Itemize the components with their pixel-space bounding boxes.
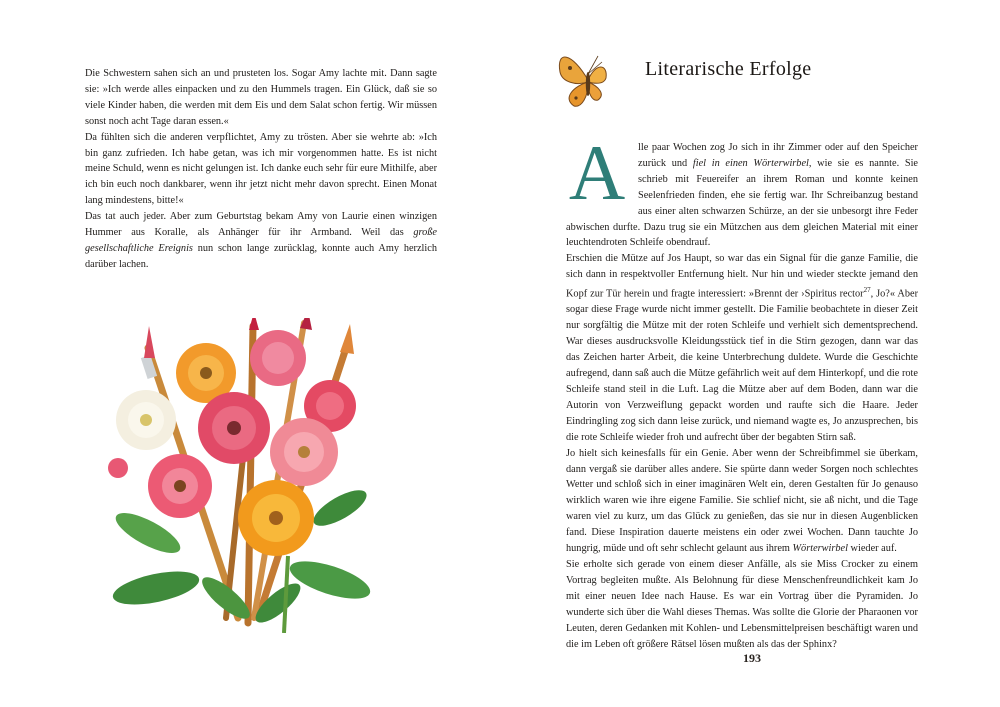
paragraph bbox=[85, 209, 437, 273]
emphasis: Wörterwirbel bbox=[792, 543, 848, 555]
text-run: wieder auf. bbox=[847, 543, 897, 555]
paragraph: Sie erholte sich gerade von einem dieser Anfälle, als sie Miss Crocker zu einem Vortrag begleiten mußte. Als Belohnung für diese Menschenfreundlichkeit kam Jo mit einer neuen Idee nach Hause. Es war ein Vortrag über die Pyramiden. Jo wunderte sich über die Wahl dieses Themas. Was sollte die Glorie der Pharaonen vor Leuten, deren Gedanken mit Kohlen- und Lebensmittelpreisen beschäftigt waren und die im Leben oft größere Rätsel lösen mußten als das der Sphinx? bbox=[566, 558, 918, 650]
emphasis: große gesellschaftliche Ereignis bbox=[85, 227, 437, 254]
page-number: 193 bbox=[743, 651, 761, 665]
paragraph bbox=[566, 251, 918, 445]
text-run: nun schon lange zurücklag, konnte auch Amy herzlich darüber lachen. bbox=[85, 242, 437, 270]
text-run: , wie sie es nannte. Sie schrieb mit Feuereifer an ihrem Roman und konnte keinen Seelenfrieden finden, ehe sie fertig war. Ihr Schreibanzug bestand aus einer alten schwarzen Schürze, an der sie unbesorgt ihre Feder abwischen durfte. Dazu trug sie ein Mützchen aus dem gleichen Material mit einer leuchtendroten Schleife obendrauf. bbox=[566, 157, 918, 249]
chapter-title: Literarische Erfolge bbox=[645, 58, 812, 80]
text-run: lle paar Wochen zog Jo sich in ihr Zimmer oder auf den Speicher zurück und bbox=[638, 142, 918, 169]
butterfly-illustration bbox=[552, 42, 624, 112]
paragraph bbox=[566, 446, 918, 557]
zinnia-bouquet-illustration bbox=[108, 318, 378, 633]
footnote-marker: 27 bbox=[863, 286, 871, 295]
text-run: Jo hielt sich keinesfalls für ein Genie. Aber wenn der Schreibfimmel sie überkam, dann vergaß sie darüber alles andere. Sie spürte dann weder Sorgen noch schlechtes Wetter und schloß sich in einer imaginären Welt ein, deren Gestalten für Jo genauso wirklich waren wie ihre eigene Familie. Sie schlief nicht, sie aß nicht, und die Tage waren viel zu kurz, um das Glück zu genießen, das sie nur in diesen Augenblicken fand. Diese Inspiration dauerte meistens ein oder zwei Wochen. Dann tauchte Jo hungrig, müde und oft sehr schlecht gelaunt aus ihrem bbox=[566, 447, 918, 555]
paragraph bbox=[566, 129, 918, 251]
right-page bbox=[500, 0, 1000, 707]
left-page-text bbox=[85, 66, 437, 273]
right-page-text bbox=[566, 129, 918, 652]
text-run: Erschien die Mütze auf Jos Haupt, so war das ein Signal für die ganze Familie, die sich dann in respektvoller Entfernung hielt. Nur hin und wieder steckte jemand den Kopf zur Tür herein und fragte interessiert: »Brennt der ›Spiritus rector bbox=[566, 253, 918, 300]
paragraph: Die Schwestern sahen sich an und prusteten los. Sogar Amy lachte mit. Dann sagte sie: »Ich werde alles einpacken und zu den Hummels tragen. Ein Glück, daß sie so viele Kinder haben, die werden mit dem Eis und dem Salat schon fertig. Wir müssen sonst noch acht Tage daran essen.« bbox=[85, 68, 437, 127]
text-run: , Jo?« Aber sogar diese Frage wurde nicht immer gestellt. Die Familie beobachtete in dieser Zeit nur sorgfältig die Mütze mit der roten Schleife und verhielt sich dementsprechend. War dieses ausdrucksvolle Kleidungsstück tief in die Stirn gezogen, dann war das das Zeichen harter Arbeit, die keine Unterbrechung duldete. Wurde die Geschichte aufregend, dann saß auch die Mütze gefährlich weit auf dem Hinterkopf, und die rote Schleife stand steil in die Luft. Lag die Mütze aber auf dem Boden, dann war die Autorin von Verzweiflung gepackt worden und raufte sich die Haare. Jeder Eindringling zog sich dann leise zurück, und niemand wagte es, Jo anzusprechen, bis die rote Schleife wieder froh und aufrecht über der begabten Stirn saß. bbox=[566, 288, 918, 443]
text-run: Das tat auch jeder. Aber zum Geburtstag bekam Amy von Laurie einen winzigen Hummer aus Koralle, als Anhänger für ihr Armband. Weil das bbox=[85, 211, 437, 239]
drop-cap: A bbox=[568, 129, 626, 216]
paragraph: Da fühlten sich die anderen verpflichtet, Amy zu trösten. Aber sie wehrte ab: »Ich bin ganz zufrieden. Ich habe getan, was ich mir vorgenommen hatte. Es ist nicht meine Schuld, wenn es nicht gelungen ist. Ich danke euch sehr für eure Mithilfe, aber ich bin euch noch dankbarer, wenn ihr jetzt nicht mehr davon sprecht. Einen Monat lang mindestens, bitte!« bbox=[85, 131, 437, 207]
emphasis: fiel in einen Wörterwirbel bbox=[692, 157, 809, 169]
